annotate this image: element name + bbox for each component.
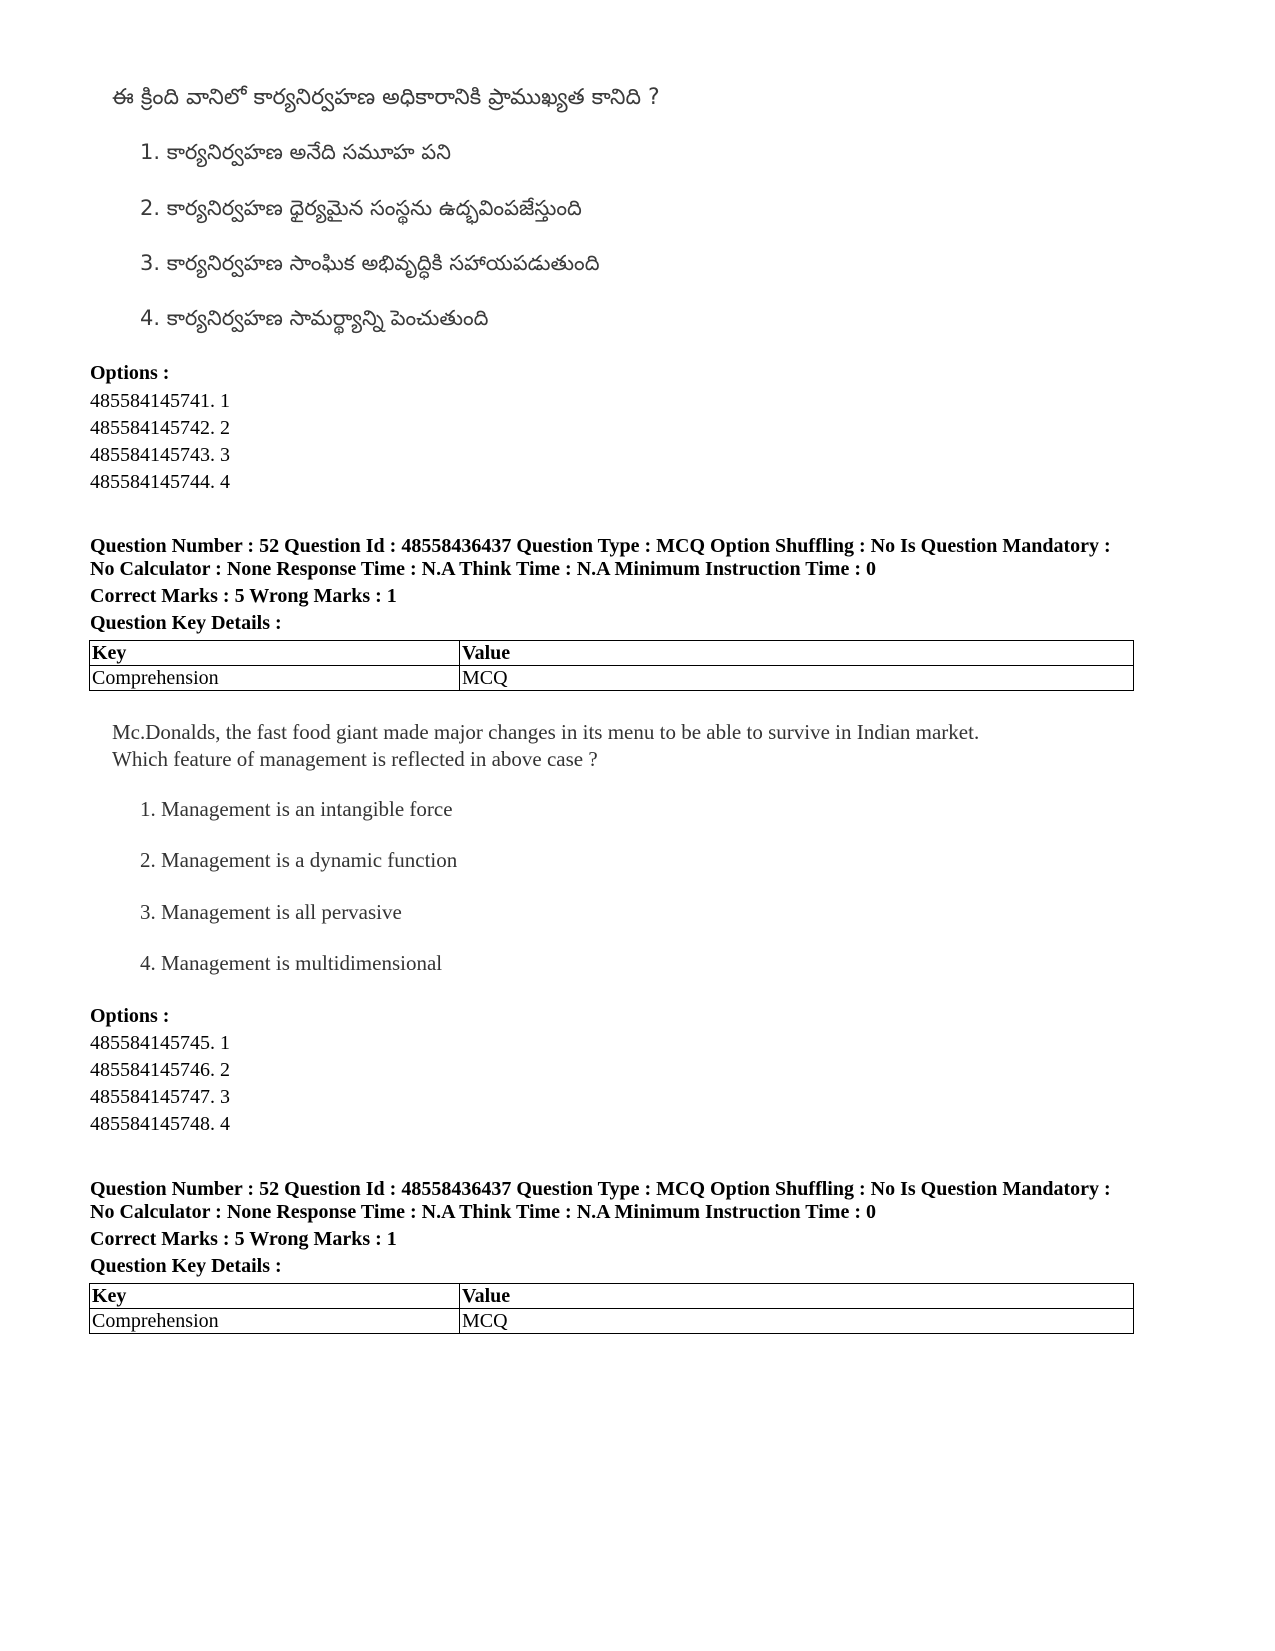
table-header-cell: Key — [90, 641, 460, 666]
question-meta-line: Question Number : 52 Question Id : 48558436437 Question Type : MCQ Option Shuffling : No Is Question Mandatory : — [90, 535, 1111, 557]
table-header-cell: Value — [460, 1284, 1134, 1309]
question-choice: 3. కార్యనిర్వహణ సాంఘిక అభివృద్ధికి సహాయపడుతుంది — [140, 251, 600, 275]
question-choice: 3. Management is all pervasive — [140, 900, 402, 924]
table-header-row — [90, 641, 1134, 666]
options-heading: Options : — [90, 362, 170, 384]
question-meta-line: No Calculator : None Response Time : N.A Think Time : N.A Minimum Instruction Time : 0 — [90, 1201, 876, 1223]
marks-line: Correct Marks : 5 Wrong Marks : 1 — [90, 1228, 397, 1250]
question-image-telugu — [112, 84, 660, 330]
question-meta-line: Question Number : 52 Question Id : 48558436437 Question Type : MCQ Option Shuffling : No Is Question Mandatory : — [90, 1178, 1111, 1200]
question-choice: 1. Management is an intangible force — [140, 797, 453, 821]
question-choice: 2. Management is a dynamic function — [140, 848, 458, 872]
table-cell: Comprehension — [90, 1309, 460, 1334]
question-stem-line: Which feature of management is reflected in above case ? — [112, 747, 598, 771]
question-meta-line: No Calculator : None Response Time : N.A Think Time : N.A Minimum Instruction Time : 0 — [90, 558, 876, 580]
table-header-row — [90, 1284, 1134, 1309]
question-choice: 2. కార్యనిర్వహణ ధైర్యమైన సంస్థను ఉద్భవింపజేస్తుంది — [140, 196, 582, 220]
question-choice: 4. కార్యనిర్వహణ సామర్థ్యాన్ని పెంచుతుంది — [140, 306, 489, 330]
question-choice: 1. కార్యనిర్వహణ అనేది సమూహ పని — [140, 140, 451, 164]
option-line: 485584145743. 3 — [90, 444, 230, 466]
key-details-heading: Question Key Details : — [90, 612, 282, 634]
marks-line: Correct Marks : 5 Wrong Marks : 1 — [90, 585, 397, 607]
option-line: 485584145747. 3 — [90, 1086, 230, 1108]
question-key-table — [89, 1283, 1134, 1334]
option-line: 485584145742. 2 — [90, 417, 230, 439]
option-line: 485584145746. 2 — [90, 1059, 230, 1081]
table-row — [90, 1309, 1134, 1334]
table-cell: MCQ — [460, 1309, 1134, 1334]
options-heading: Options : — [90, 1005, 170, 1027]
table-cell: MCQ — [460, 666, 1134, 691]
table-header-cell: Value — [460, 641, 1134, 666]
option-line: 485584145748. 4 — [90, 1113, 230, 1135]
question-image-english — [112, 719, 980, 975]
question-choice: 4. Management is multidimensional — [140, 951, 443, 975]
option-line: 485584145741. 1 — [90, 390, 230, 412]
key-details-heading: Question Key Details : — [90, 1255, 282, 1277]
table-header-cell: Key — [90, 1284, 460, 1309]
question-stem: ఈ క్రింది వానిలో కార్యనిర్వహణ అధికారానికి ప్రాముఖ్యత కానిది ? — [112, 85, 660, 110]
table-cell: Comprehension — [90, 666, 460, 691]
table-row — [90, 666, 1134, 691]
option-line: 485584145745. 1 — [90, 1032, 230, 1054]
question-key-table — [89, 640, 1134, 691]
option-line: 485584145744. 4 — [90, 471, 230, 493]
question-stem-line: Mc.Donalds, the fast food giant made major changes in its menu to be able to survive in Indian market. — [112, 720, 980, 744]
